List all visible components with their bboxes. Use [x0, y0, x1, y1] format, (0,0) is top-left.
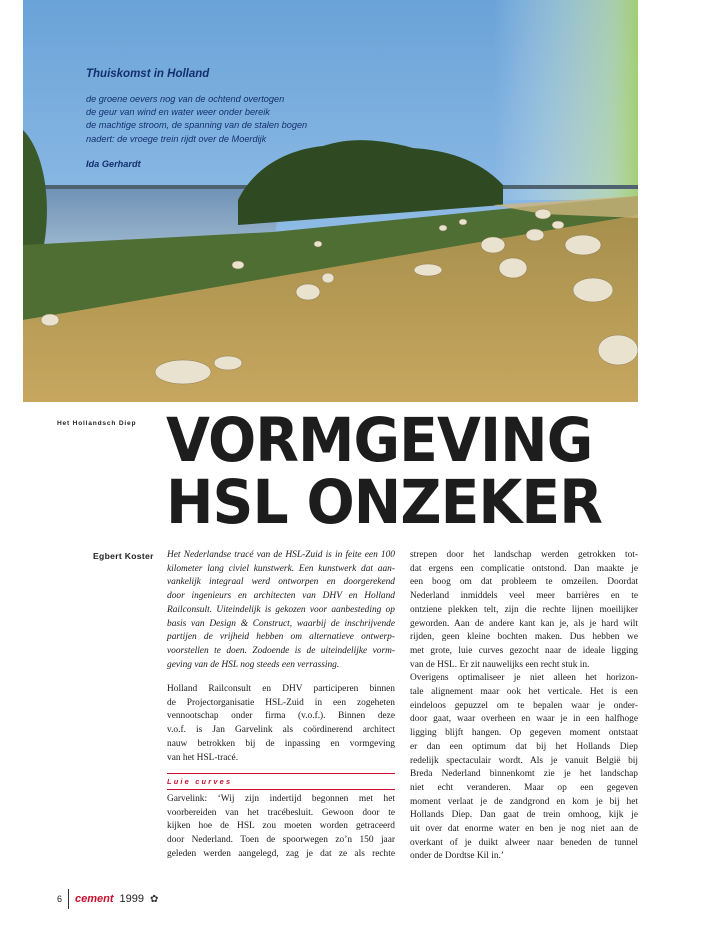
- body-line: Nederland inmiddels veel meer barrières en te: [410, 591, 638, 602]
- body-line: vennootschap onder firma (v.o.f.). Binnen deze: [167, 711, 395, 722]
- header-photo: [23, 0, 638, 402]
- poem: [86, 68, 386, 178]
- section-heading-text: Luie curves: [167, 777, 233, 786]
- poem-line: de machtige stroom, de spanning van de stalen bogen: [86, 120, 308, 131]
- gear-icon: ✿: [150, 893, 159, 905]
- body-line: met grote, luie curves gezocht naar de ideale ligging: [410, 645, 638, 656]
- body-line: Garvelink: ‘Wij zijn indertijd begonnen met het: [167, 794, 395, 804]
- body-line: moment verlaat je de zandgrond en kom je bij het: [410, 796, 638, 807]
- body-line: voorbereiden van het tracébesluit. Gewoon door te: [167, 807, 395, 818]
- body-line: door Nederland. Toen de spoorwegen zo’n 150 jaar: [167, 835, 395, 846]
- body-line: er dan een optimum dat bij het Hollands Diep: [410, 741, 638, 752]
- heading-rule-top: [167, 773, 395, 774]
- body-line: eindeloos gepuzzel om te bepalen waar je onder-: [410, 700, 638, 711]
- magazine-year: 1999: [119, 893, 145, 905]
- intro-line: Het Nederlandse tracé van de HSL-Zuid is in feite een 100: [167, 550, 395, 560]
- intro-line: partijen de vrijheid hebben om alternatieve ontwerp-: [167, 632, 395, 643]
- intro-line: vankelijk integraal werd ontworpen en doorgerekend: [167, 577, 395, 588]
- body-line: geworden. Aan de andere kant kan je, als je hard wilt: [410, 618, 638, 629]
- body-line: ligging blijft hangen. Op gegeven moment ontstaat: [410, 728, 638, 739]
- headline-line-1: VORMGEVING: [166, 405, 593, 476]
- page-number: 6: [57, 894, 63, 904]
- body-line: van het HSL-tracé.: [167, 752, 239, 763]
- body-line: niet echt veranderen. Maar op een gegeven: [410, 782, 638, 793]
- body-line: ontziene plekken telt, zijn die rechte lijnen moeilijker: [410, 604, 638, 615]
- body-line: overkant of je duikt alweer naar beneden de tunnel: [410, 837, 638, 848]
- poem-author: Ida Gerhardt: [86, 158, 141, 169]
- heading-rule-bottom: [167, 789, 395, 790]
- body-line: tale alignement maar ook het verticale. Het is een: [410, 687, 638, 698]
- body-line: rijden, geen kleine bochten maken. Dus hebben we: [410, 632, 638, 643]
- body-line: Hollands Diep. Dan gaat de trein omhoog, kijk je: [410, 810, 638, 821]
- body-line: nauw betrokken bij de inpassing en vormgeving: [167, 738, 395, 749]
- body-line: onder de Dordtse Kil in.’: [410, 851, 504, 862]
- article-headline: [166, 405, 612, 538]
- body-column-1-continued: [167, 793, 395, 862]
- body-line: kijken hoe de HSL zou moeten worden getraceerd: [167, 821, 395, 832]
- magazine-name: cement: [75, 893, 114, 905]
- intro-line: kilometer lang civiel kunstwerk. Een kunstwerk dat aan-: [167, 563, 395, 574]
- section-heading: [167, 773, 395, 790]
- body-line: dat ergens een complicatie ontstond. Dan maakte je: [410, 563, 638, 574]
- body-line: de Projectorganisatie HSL-Zuid in een zogeheten: [167, 697, 395, 708]
- poem-line: de geur van wind en water weer onder bereik: [86, 107, 270, 118]
- poem-line: de groene oevers nog van de ochtend overtogen: [86, 94, 285, 104]
- photo-caption: Het Hollandsch Diep: [57, 420, 137, 427]
- intro-line: door ingenieurs en architecten van DHV en Holland: [167, 591, 395, 602]
- body-column-1: [167, 683, 395, 765]
- page-footer: [57, 888, 158, 910]
- body-line: van de HSL. Er zit nauwelijks een recht stuk in.: [410, 659, 590, 670]
- body-line: v.o.f. is Jan Garvelink als coördinerend architect: [167, 725, 395, 736]
- body-line: redelijk spectaculair wordt. Als je vanuit België bij: [410, 755, 638, 766]
- body-line: geleden werden aangelegd, zag je dat ze als rechte: [167, 848, 395, 859]
- body-line: Breda Nederland binnenkomt zie je het landschap: [410, 769, 638, 780]
- intro-line: voorstellen te doen. Zodoende is de uiteindelijke vorm-: [167, 645, 395, 656]
- body-line: Holland Railconsult en DHV participeren binnen: [167, 684, 395, 694]
- intro-line: basis van Design & Construct, waarbij de inschrijvende: [167, 618, 395, 629]
- headline-line-2: HSL ONZEKER: [166, 467, 602, 538]
- body-line: een boog om dat probleem te omzeilen. Doordat: [410, 577, 638, 588]
- body-line: door gaat, waar overheen en waar je in een halfhoge: [410, 714, 638, 725]
- body-line: Overigens optimaliseer je niet alleen het horizon-: [410, 673, 638, 684]
- body-line: strepen door het landschap werden getrokken tot-: [410, 550, 638, 560]
- body-column-2: [410, 549, 638, 864]
- intro-line: geving van de HSL nog steeds een verrassing.: [167, 659, 340, 670]
- landscape-illustration: [23, 0, 638, 402]
- poem-line: nadert: de vroege trein rijdt over de Moerdijk: [86, 133, 267, 144]
- article-author: Egbert Koster: [93, 551, 154, 561]
- footer-divider: [68, 889, 69, 909]
- intro-line: Railconsult. Uiteindelijk is gekozen voor aanbesteding op: [167, 604, 395, 615]
- poem-title: Thuiskomst in Holland: [86, 68, 210, 80]
- body-line: uit over dat enorme water en ben je nog niet aan de: [410, 824, 638, 835]
- article-intro: [167, 549, 395, 672]
